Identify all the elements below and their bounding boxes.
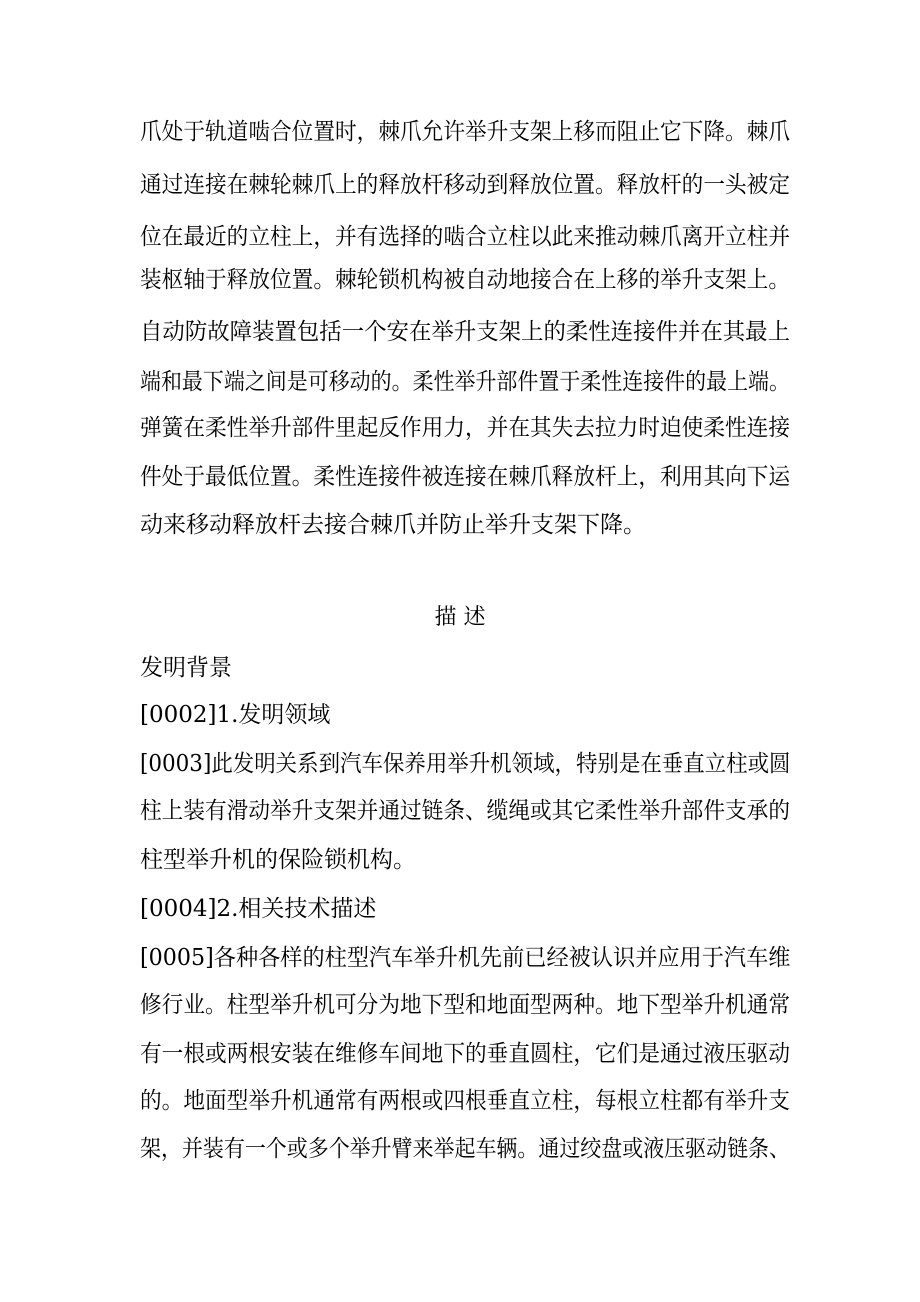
text-line: 柱上装有滑动举升支架并通过链条、缆绳或其它柔性举升部件支承的 (140, 798, 790, 824)
text-line: 架，并装有一个或多个举升臂来举起车辆。通过绞盘或液压驱动链条、 (140, 1136, 790, 1162)
text-line: [0005]各种各样的柱型汽车举升机先前已经被认识并应用于汽车维 (140, 945, 791, 971)
text-line: 柱型举升机的保险锁机构。 (140, 847, 416, 873)
text-line: 通过连接在棘轮棘爪上的释放杆移动到释放位置。释放杆的一头被定 (140, 172, 790, 198)
text-line: 爪处于轨道啮合位置时，棘爪允许举升支架上移而阻止它下降。棘爪 (140, 119, 790, 145)
text-line: 件处于最低位置。柔性连接件被连接在棘爪释放杆上，利用其向下运 (140, 464, 790, 490)
text-line: [0003]此发明关系到汽车保养用举升机领域，特别是在垂直立柱或圆 (140, 751, 791, 777)
text-line: 端和最下端之间是可移动的。柔性举升部件置于柔性连接件的最上端。 (140, 369, 790, 395)
text-line: 有一根或两根安装在维修车间地下的垂直圆柱，它们是通过液压驱动 (140, 1041, 790, 1067)
subsection-heading: 发明背景 (140, 655, 232, 681)
text-line: 动来移动释放杆去接合棘爪并防止举升支架下降。 (140, 512, 646, 538)
text-line: 装枢轴于释放位置。棘轮锁机构被自动地接合在上移的举升支架上。 (140, 267, 790, 293)
text-line: 的。地面型举升机通常有两根或四根垂直立柱，每根立柱都有举升支 (140, 1088, 790, 1114)
text-line: 修行业。柱型举升机可分为地下型和地面型两种。地下型举升机通常 (140, 992, 790, 1018)
text-line: 弹簧在柔性举升部件里起反作用力，并在其失去拉力时迫使柔性连接 (140, 415, 790, 441)
paragraph-0004: [0004]2.相关技术描述 (140, 896, 377, 922)
section-title: 描 述 (434, 605, 486, 630)
text-line: 自动防故障装置包括一个安在举升支架上的柔性连接件并在其最上 (140, 319, 790, 345)
text-line: 位在最近的立柱上，并有选择的啮合立柱以此来推动棘爪离开立柱并 (140, 224, 790, 250)
paragraph-0002: [0002]1.发明领域 (140, 702, 331, 728)
